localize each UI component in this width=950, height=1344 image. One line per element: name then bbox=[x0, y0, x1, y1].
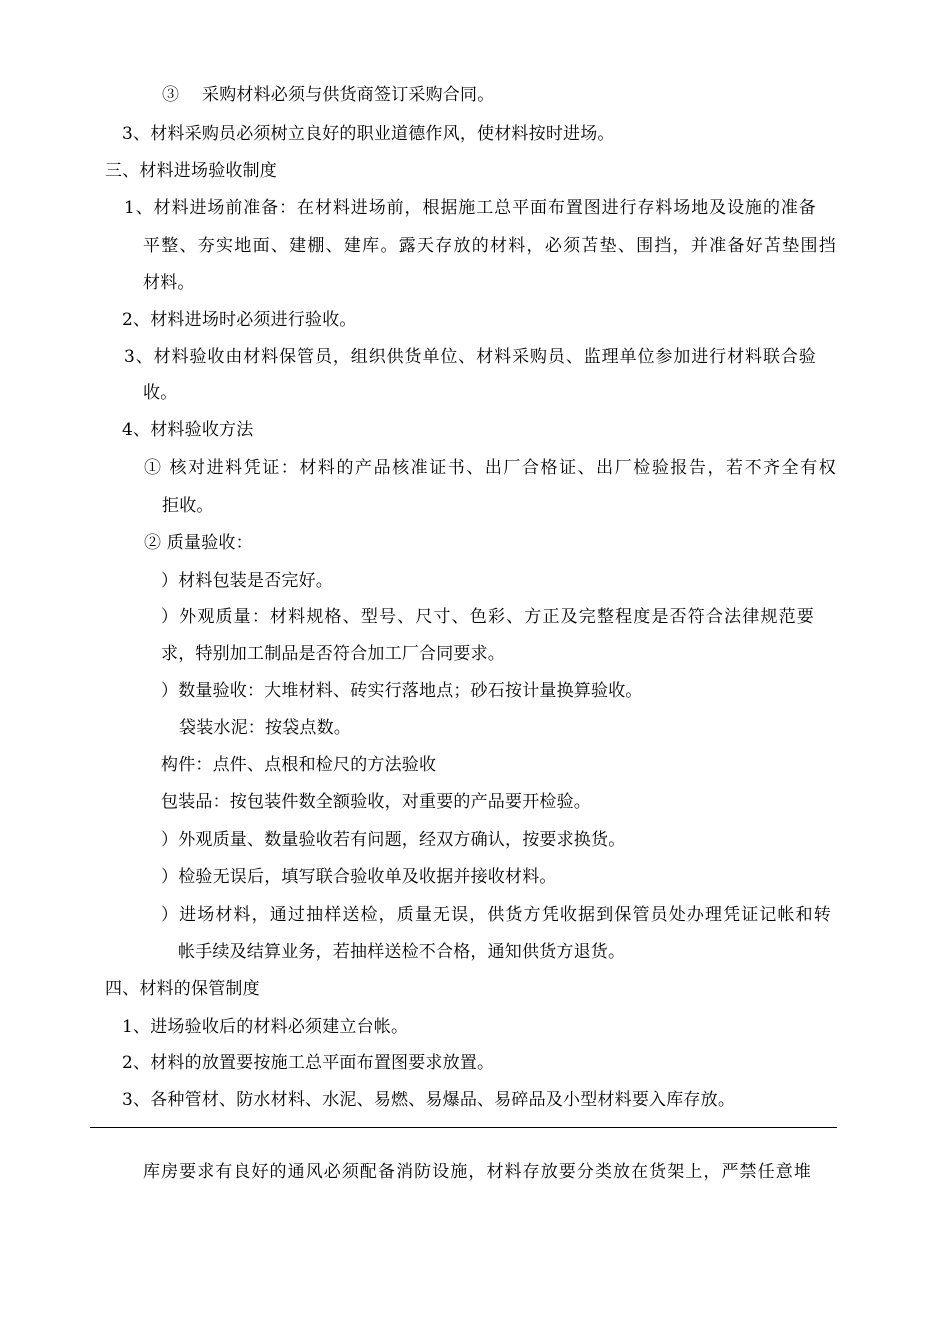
section-heading-acceptance: 三、材料进场验收制度 bbox=[105, 161, 277, 181]
text-line-verify-documents-end: 拒收。 bbox=[162, 496, 214, 516]
text-line-quantity: ）数量验收：大堆材料、砖实行落地点；砂石按计量换算验收。 bbox=[161, 681, 643, 701]
text-line-methods-heading: 4、材料验收方法 bbox=[122, 420, 254, 440]
text-line-packaging: ）材料包装是否完好。 bbox=[161, 571, 333, 591]
text-line-placement: 2、材料的放置要按施工总平面布置图要求放置。 bbox=[122, 1053, 495, 1073]
text-line-appearance-end: 求，特别加工制品是否符合加工厂合同要求。 bbox=[161, 644, 505, 664]
text-line-sampling-content: ）进场材料，通过抽样送检，质量无误，供货方凭收据到保管员处办理凭证记帐和转 bbox=[161, 905, 831, 925]
text-line-appearance bbox=[161, 605, 814, 629]
text-line-sampling-end: 帐手续及结算业务，若抽样送检不合格，通知供货方退货。 bbox=[178, 942, 626, 962]
text-line-preparation-end: 材料。 bbox=[143, 273, 195, 293]
text-line-purchase-contract: ③ 采购材料必须与供货商签订采购合同。 bbox=[162, 85, 495, 105]
text-line-cement: 袋装水泥：按袋点数。 bbox=[179, 718, 351, 738]
footer-continuation-text bbox=[143, 1160, 811, 1184]
footer-continuation-content: 库房要求有良好的通风必须配备消防设施，材料存放要分类放在货架上，严禁任意堆 bbox=[143, 1162, 811, 1182]
text-line-preparation-cont bbox=[143, 234, 836, 258]
text-line-joint-acceptance-end: 收。 bbox=[143, 383, 178, 403]
text-line-preparation-content: 1、材料进场前准备：在材料进场前，根据施工总平面布置图进行存料场地及设施的准备 bbox=[124, 198, 816, 218]
text-line-buyer-ethics: 3、材料采购员必须树立良好的职业道德作风，使材料按时进场。 bbox=[122, 124, 615, 144]
text-line-verify-documents-content: ① 核对进料凭证：材料的产品核准证书、出厂合格证、出厂检验报告，若不齐全有权 bbox=[144, 458, 836, 478]
text-line-components: 构件：点件、点根和检尺的方法验收 bbox=[161, 755, 437, 775]
text-line-joint-acceptance bbox=[124, 345, 816, 369]
text-line-joint-acceptance-content: 3、材料验收由材料保管员，组织供货单位、材料采购员、监理单位参加进行材料联合验 bbox=[124, 347, 816, 367]
text-line-warehouse: 3、各种管材、防水材料、水泥、易燃、易爆品、易碎品及小型材料要入库存放。 bbox=[122, 1090, 736, 1110]
text-line-exchange: ）外观质量、数量验收若有问题，经双方确认，按要求换货。 bbox=[161, 830, 626, 850]
text-line-must-inspect: 2、材料进场时必须进行验收。 bbox=[122, 310, 357, 330]
text-line-quality-heading: ② 质量验收： bbox=[144, 533, 253, 553]
page-divider bbox=[90, 1127, 837, 1128]
text-line-appearance-content: ）外观质量：材料规格、型号、尺寸、色彩、方正及完整程度是否符合法律规范要 bbox=[161, 607, 814, 627]
text-line-sampling bbox=[161, 903, 831, 927]
section-heading-storage: 四、材料的保管制度 bbox=[105, 979, 260, 999]
text-line-preparation bbox=[124, 196, 816, 220]
text-line-packaged-goods: 包装品：按包装件数全额验收，对重要的产品要开检验。 bbox=[161, 792, 591, 812]
text-line-ledger: 1、进场验收后的材料必须建立台帐。 bbox=[122, 1017, 409, 1037]
text-line-verify-documents bbox=[144, 456, 836, 480]
text-line-receipt: ）检验无误后，填写联合验收单及收据并接收材料。 bbox=[161, 867, 557, 887]
text-line-preparation-cont-content: 平整、夯实地面、建棚、建库。露天存放的材料，必须苫垫、围挡，并准备好苫垫围挡 bbox=[143, 236, 836, 256]
